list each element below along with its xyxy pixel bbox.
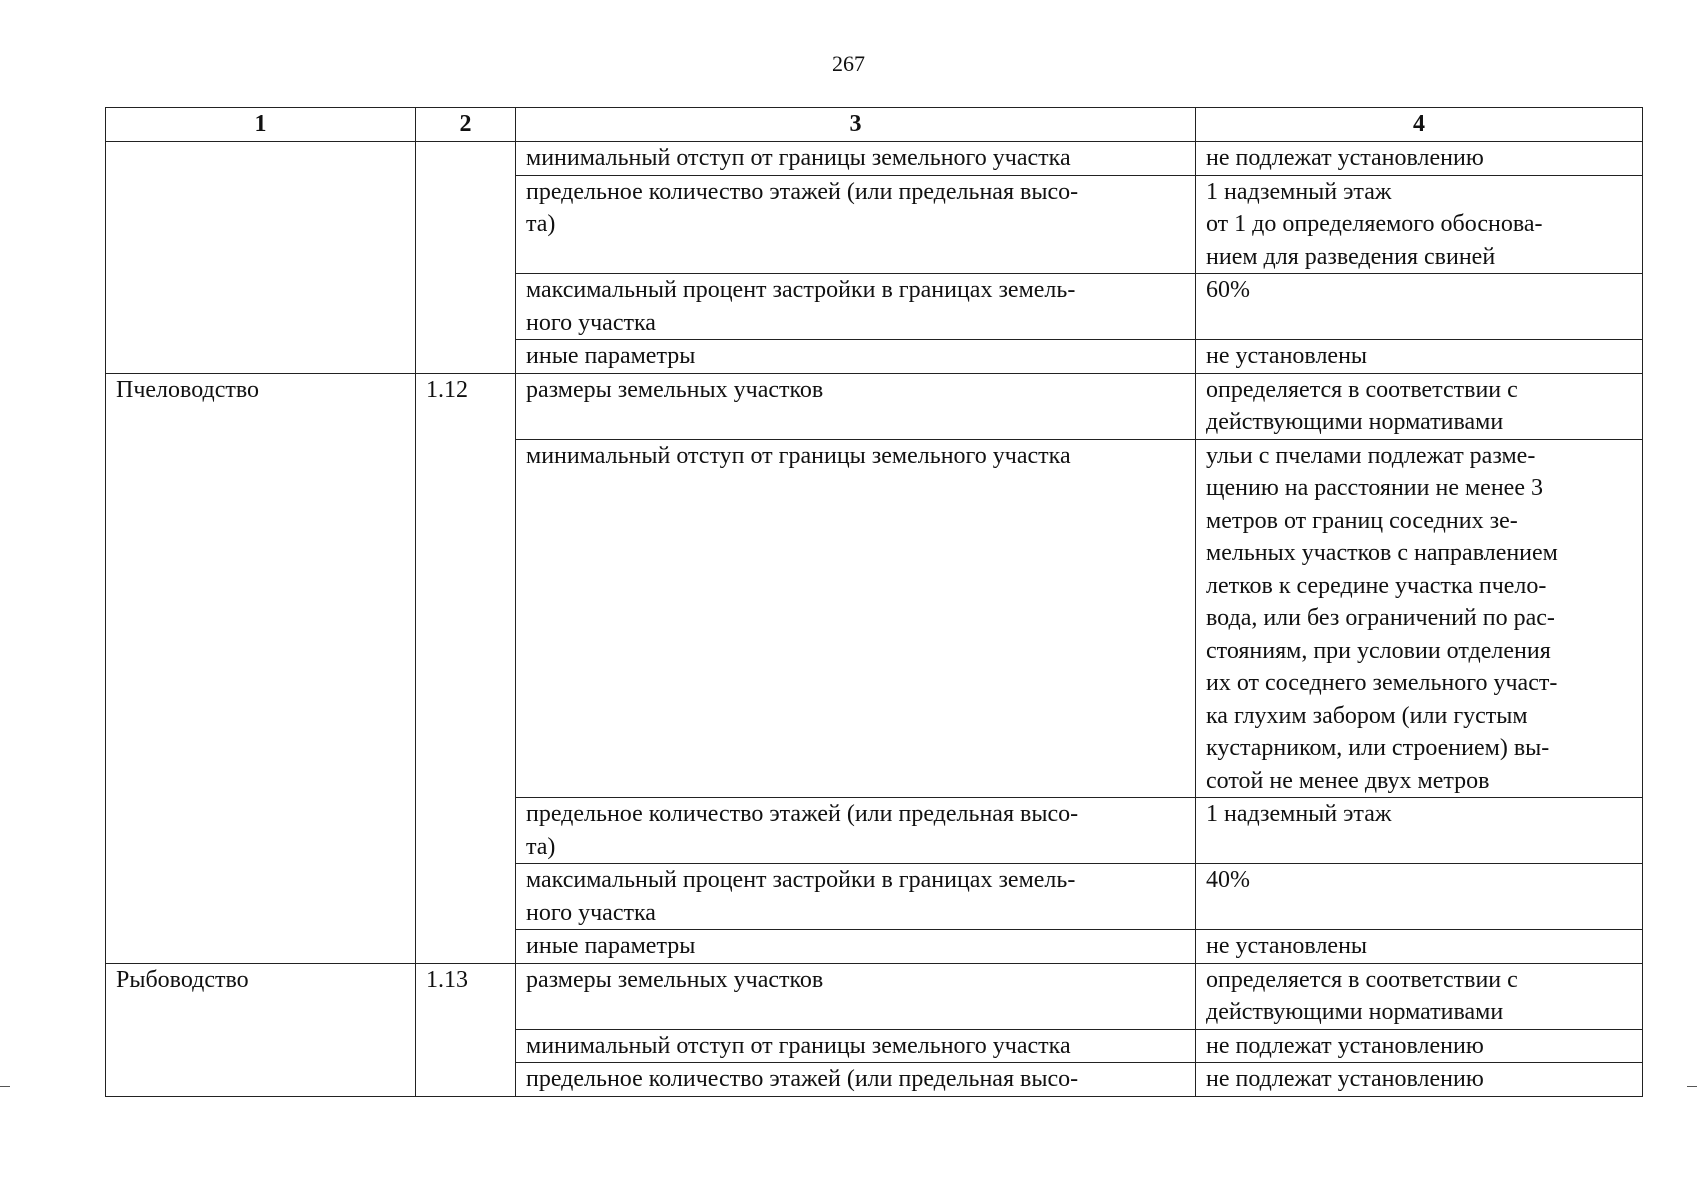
param-cell [516, 373, 1196, 439]
cell-text-line: ка глухим забором (или густым [1206, 702, 1528, 729]
column-header-2: 2 [416, 108, 516, 142]
cell-text-line: щению на расстоянии не менее 3 [1206, 475, 1543, 501]
value-cell [1196, 1029, 1643, 1063]
column-header-3: 3 [516, 108, 1196, 142]
table-row [106, 373, 1643, 439]
cell-text-line: не установлены [1206, 933, 1368, 959]
cell-text-line: определяется в соответствии с [1206, 376, 1518, 403]
column-header-1: 1 [106, 108, 416, 142]
cell-text-line: действующими нормативами [1206, 409, 1504, 435]
param-cell [516, 340, 1196, 374]
cell-text-line: предельное количество этажей (или предельная высо- [526, 178, 1079, 205]
use-name-cell: Рыбоводство [106, 963, 416, 1096]
param-cell [516, 798, 1196, 864]
cell-text-line: иные параметры [526, 933, 696, 959]
cell-text-line: кустарником, или строением) вы- [1206, 735, 1550, 761]
cell-text-line: та) [526, 833, 556, 860]
value-cell [1196, 439, 1643, 798]
value-cell [1196, 175, 1643, 274]
column-header-4: 4 [1196, 108, 1643, 142]
cell-text-line: предельное количество этажей (или предельная высо- [526, 801, 1079, 827]
cell-text-line: определяется в соответствии с [1206, 966, 1518, 993]
table-body [106, 142, 1643, 1097]
scan-edge-mark-right [1687, 1086, 1697, 1087]
cell-text-line: от 1 до определяемого обоснова- [1206, 211, 1543, 237]
cell-text-line: максимальный процент застройки в границах земель- [526, 277, 1076, 303]
cell-text-line: 40% [1206, 867, 1250, 893]
value-cell [1196, 798, 1643, 864]
param-cell [516, 1029, 1196, 1063]
use-code-cell: 1.13 [416, 963, 516, 1096]
cell-text-line: минимальный отступ от границы земельного участка [526, 442, 1071, 469]
use-name-cell: Пчеловодство [106, 373, 416, 963]
cell-text-line: действующими нормативами [1206, 999, 1504, 1025]
value-cell [1196, 373, 1643, 439]
cell-text-line: не установлены [1206, 343, 1368, 369]
cell-text-line: метров от границ соседних зе- [1206, 507, 1518, 534]
cell-text-line: не подлежат установлению [1206, 1032, 1484, 1059]
header-row [106, 108, 1643, 142]
cell-text-line: вода, или без ограничений по рас- [1206, 605, 1555, 631]
use-name-cell [106, 142, 416, 374]
cell-text-line: не подлежат установлению [1206, 1066, 1484, 1092]
cell-text-line: размеры земельных участков [526, 376, 824, 403]
value-cell [1196, 340, 1643, 374]
cell-text-line: предельное количество этажей (или предельная высо- [526, 1066, 1079, 1092]
param-cell [516, 439, 1196, 798]
param-cell [516, 864, 1196, 930]
value-cell [1196, 142, 1643, 176]
table-row [106, 963, 1643, 1029]
scan-edge-mark-left [0, 1086, 10, 1087]
cell-text-line: максимальный процент застройки в границах земель- [526, 867, 1076, 893]
use-code-cell: 1.12 [416, 373, 516, 963]
regulations-table [105, 107, 1643, 1097]
cell-text-line: сотой не менее двух метров [1206, 767, 1490, 794]
param-cell [516, 1063, 1196, 1097]
cell-text-line: размеры земельных участков [526, 966, 824, 993]
cell-text-line: стояниям, при условии отделения [1206, 637, 1551, 664]
param-cell [516, 175, 1196, 274]
cell-text-line: ного участка [526, 899, 656, 926]
cell-text-line: ульи с пчелами подлежат разме- [1206, 442, 1536, 469]
param-cell [516, 963, 1196, 1029]
cell-text-line: минимальный отступ от границы земельного участка [526, 1032, 1071, 1059]
cell-text-line: 60% [1206, 277, 1250, 303]
cell-text-line: мельных участков с направлением [1206, 540, 1558, 566]
param-cell [516, 274, 1196, 340]
cell-text-line: 1 надземный этаж [1206, 178, 1392, 205]
value-cell [1196, 930, 1643, 964]
table-header [106, 108, 1643, 142]
use-code-cell [416, 142, 516, 374]
cell-text-line: их от соседнего земельного участ- [1206, 670, 1558, 696]
cell-text-line: та) [526, 211, 556, 237]
cell-text-line: ного участка [526, 309, 656, 336]
param-cell [516, 142, 1196, 176]
cell-text-line: не подлежат установлению [1206, 145, 1484, 171]
value-cell [1196, 963, 1643, 1029]
value-cell [1196, 864, 1643, 930]
value-cell [1196, 274, 1643, 340]
cell-text-line: нием для разведения свиней [1206, 243, 1496, 270]
cell-text-line: летков к середине участка пчело- [1206, 572, 1547, 599]
page-number: 267 [832, 51, 865, 76]
cell-text-line: 1 надземный этаж [1206, 801, 1392, 827]
cell-text-line: иные параметры [526, 343, 696, 369]
cell-text-line: минимальный отступ от границы земельного участка [526, 145, 1071, 171]
param-cell [516, 930, 1196, 964]
value-cell [1196, 1063, 1643, 1097]
table-row [106, 142, 1643, 176]
